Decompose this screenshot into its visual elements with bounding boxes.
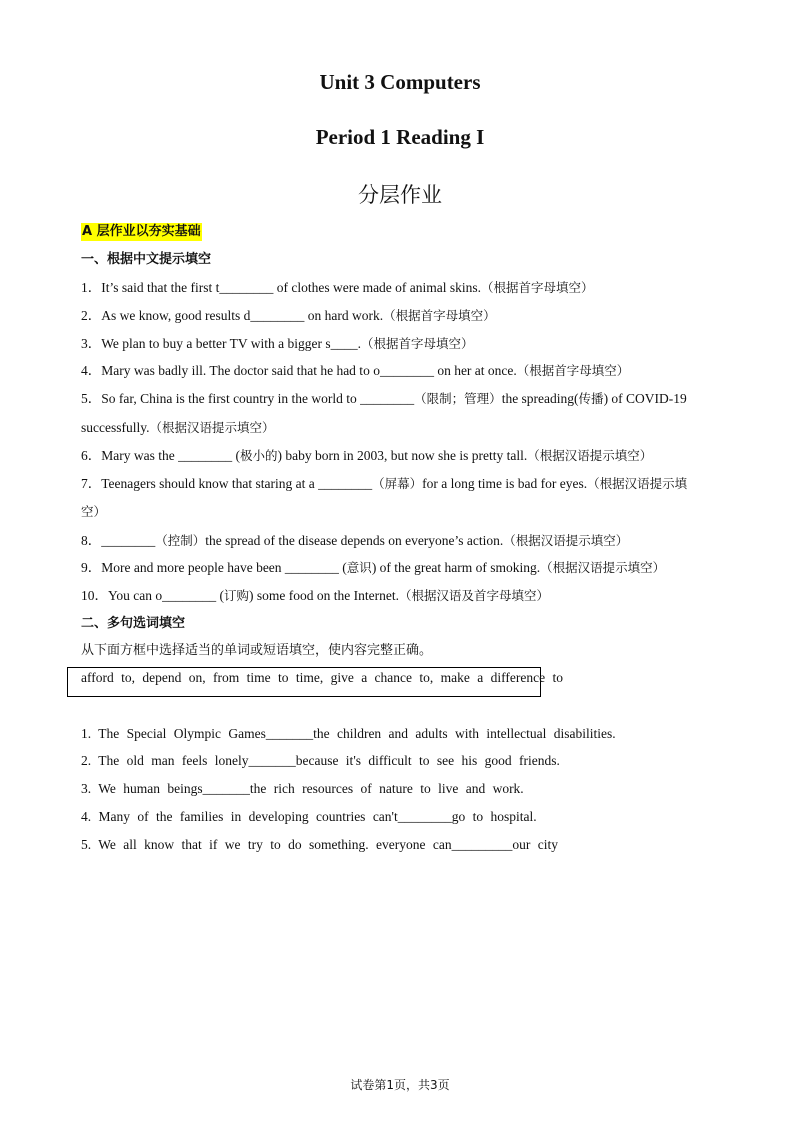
sentence-4: 4. Many of the families in developing countries can't________go to hospital.: [81, 809, 537, 824]
sentence-3: 3. We human beings_______the rich resources of nature to live and work.: [81, 781, 524, 796]
exercise-item-7-continued: 空）: [81, 504, 107, 519]
exercise-item-1: 1．It’s said that the first t________ of clothes were made of animal skins.（根据首字母填空）: [81, 280, 594, 295]
exercise-item-6: 6．Mary was the ________ (极小的) baby born in 2003, but now she is pretty tall.（根据汉语提示填空）: [81, 448, 653, 463]
sentence-1: 1. The Special Olympic Games_______the children and adults with intellectual disabilities.: [81, 726, 616, 741]
exercise-item-10: 10．You can o________ (订购) some food on the Internet.（根据汉语及首字母填空）: [81, 588, 550, 603]
part2-instruction: 从下面方框中选择适当的单词或短语填空，使内容完整正确。: [81, 643, 433, 658]
word-box-options: afford to, depend on, from time to time, give a chance to, make a difference to: [81, 670, 563, 685]
part2-heading: 二、多句选词填空: [81, 616, 186, 631]
part1-heading: 一、根据中文提示填空: [81, 252, 212, 267]
exercise-item-5: 5．So far, China is the first country in the world to ________（限制；管理）the spreading(传播) of COVID-19: [81, 391, 687, 406]
sentence-2: 2. The old man feels lonely_______because it's difficult to see his good friends.: [81, 753, 560, 768]
page-footer: 试卷第1页，共3页: [350, 1078, 450, 1092]
sentence-5: 5. We all know that if we try to do something. everyone can_________our city: [81, 837, 558, 852]
exercise-item-7: 7．Teenagers should know that staring at a ________（屏幕）for a long time is bad for eyes.（根据汉语提示填: [81, 476, 688, 491]
exercise-item-8: 8．________（控制）the spread of the disease depends on everyone’s action.（根据汉语提示填空）: [81, 533, 629, 548]
exercise-item-4: 4．Mary was badly ill. The doctor said that he had to o________ on her at once.（根据首字母填空）: [81, 363, 630, 378]
exercise-item-5-continued: successfully.（根据汉语提示填空）: [81, 420, 275, 435]
section-a-label: A 层作业以夯实基础: [82, 224, 201, 239]
exercise-item-9: 9．More and more people have been ________ (意识) of the great harm of smoking.（根据汉语提示填空）: [81, 560, 666, 575]
page-title: Unit 3 Computers: [319, 70, 481, 94]
exercise-item-2: 2．As we know, good results d________ on hard work.（根据首字母填空）: [81, 308, 496, 323]
exercise-item-3: 3．We plan to buy a better TV with a bigger s____.（根据首字母填空）: [81, 336, 474, 351]
page-subtitle: Period 1 Reading I: [315, 125, 485, 149]
page-subtitle-chinese: 分层作业: [358, 183, 442, 207]
